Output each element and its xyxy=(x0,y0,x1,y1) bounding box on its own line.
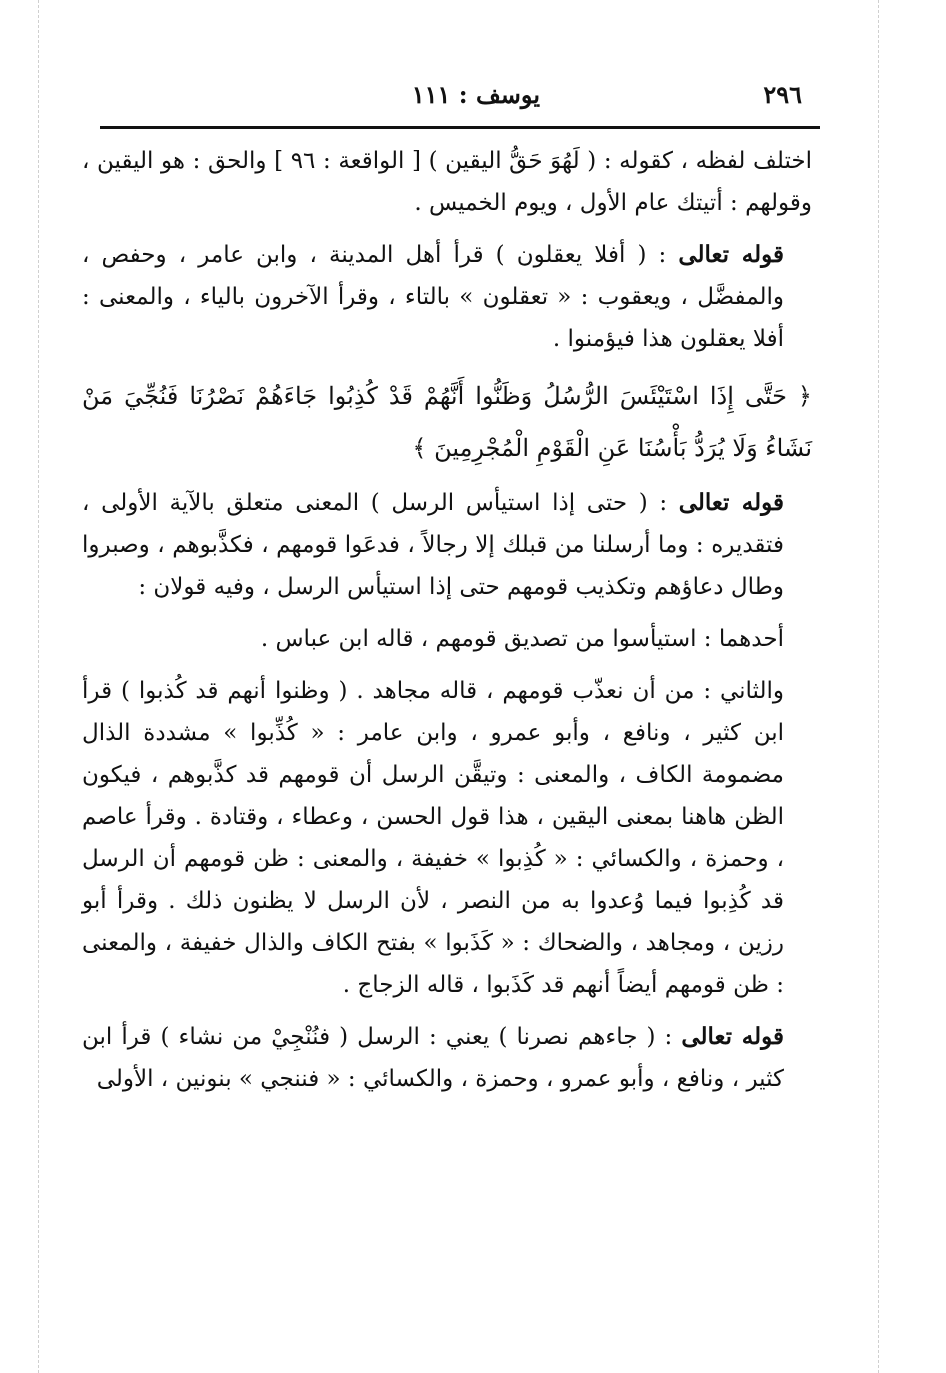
verse-text: ﴿ حَتَّى إِذَا اسْتَيْئَسَ الرُّسُلُ وَظَنُّوا أَنَّهُمْ قَدْ كُذِبُوا جَاءَهُمْ نَصْرُنَا فَنُجِّيَ مَنْ نَشَاءُ وَلَا يُرَدُّ بَأْسُنَا عَنِ الْقَوْمِ الْمُجْرِمِينَ ﴾ xyxy=(82,382,812,462)
paragraph-label: قوله تعالى xyxy=(678,241,785,268)
page-header xyxy=(100,80,820,120)
paragraph-text: أحدهما : استيأسوا من تصديق قومهم ، قاله ابن عباس . xyxy=(260,626,784,652)
paragraph-text: : ( جاءهم نصرنا ) يعني : الرسل ( فنُنْجِيْ من نشاء ) قرأ ابن كثير ، ونافع ، وأبو عمرو ، وحمزة ، والكسائي : « فننجي » بنونين ، الأولى xyxy=(82,1024,784,1092)
header-rule xyxy=(100,126,820,129)
paragraph-text: اختلف لفظه ، كقوله : ( لَهُوَ حَقُّ اليقين ) [ الواقعة : ٩٦ ] والحق : هو اليقين ، وقولهم : أتيتك عام الأول ، ويوم الخميس . xyxy=(82,148,812,216)
paragraph xyxy=(82,1016,812,1100)
paragraph xyxy=(82,670,812,1006)
paragraph-label: قوله تعالى xyxy=(678,489,784,516)
page-number: ٢٩٦ xyxy=(763,80,802,109)
paragraph-label: قوله تعالى xyxy=(681,1023,785,1050)
running-title: يوسف : ١١١ xyxy=(411,80,540,109)
quran-verse xyxy=(82,370,812,474)
page-body xyxy=(82,140,812,1110)
paragraph xyxy=(82,234,812,360)
paragraph-text: : ( أفلا يعقلون ) قرأ أهل المدينة ، وابن عامر ، وحفص ، والمفضَّل ، ويعقوب : « تعقلون » بالتاء ، وقرأ الآخرون بالياء ، والمعنى : أفلا يعقلون هذا فيؤمنوا . xyxy=(82,242,784,352)
paragraph-text: والثاني : من أن نعذّب قومهم ، قاله مجاهد . ( وظنوا أنهم قد كُذبوا ) قرأ ابن كثير ، ونافع ، وأبو عمرو ، وابن عامر : « كُذِّبوا » مشددة الذال مضمومة الكاف ، والمعنى : وتيقَّن الرسل أن قومهم قد كذَّبوهم ، فيكون الظن هاهنا بمعنى اليقين ، هذا قول الحسن ، وعطاء ، وقتادة . وقرأ عاصم ، وحمزة ، والكسائي : « كُذِبوا » خفيفة ، والمعنى : ظن قومهم أن الرسل قد كُذِبوا فيما وُعدوا به من النصر ، لأن الرسل لا يظنون ذلك . وقرأ أبو رزين ، ومجاهد ، والضحاك : « كَذَبوا » بفتح الكاف والذال خفيفة ، والمعنى : ظن قومهم أيضاً أنهم قد كَذَبوا ، قاله الزجاج . xyxy=(82,678,784,998)
paragraph xyxy=(82,140,812,224)
guide-line xyxy=(878,0,879,1373)
paragraph-text: : ( حتى إذا استيأس الرسل ) المعنى متعلق بالآية الأولى ، فتقديره : وما أرسلنا من قبلك إلا رجالاً ، فدعَوا قومهم ، فكذَّبوهم ، وصبروا وطال دعاؤهم وتكذيب قومهم حتى إذا استيأس الرسل ، وفيه قولان : xyxy=(82,490,784,600)
guide-line xyxy=(38,0,39,1373)
paragraph xyxy=(82,618,812,660)
paragraph xyxy=(82,482,812,608)
